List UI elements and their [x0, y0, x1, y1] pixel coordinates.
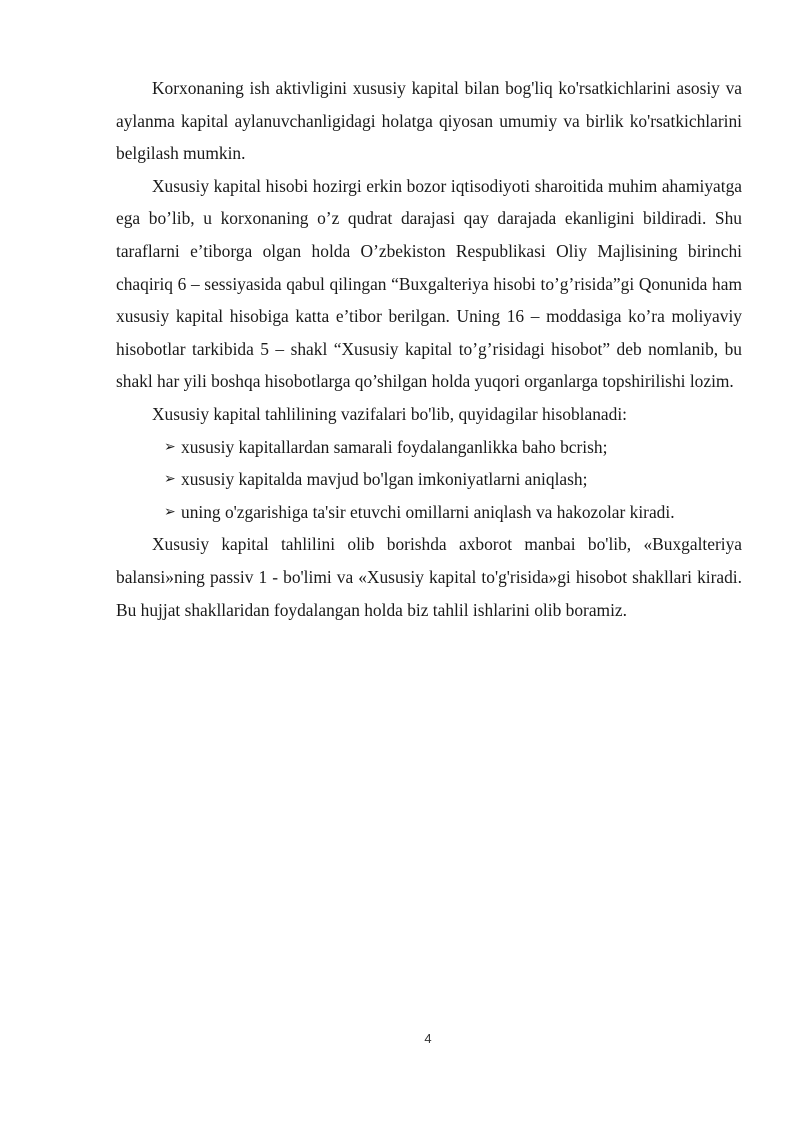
- list-item: [116, 463, 742, 496]
- paragraph-equity-accounting: Xususiy kapital hisobi hozirgi erkin bozor iqtisodiyoti sharoitida muhim ahamiyatga ega bo’lib, u korxonaning o’z qudrat darajasi qay darajada ekanligini bildiradi. Shu taraflarni e’tiborga olgan holda O’zbekiston Respublikasi Oliy Majlisining birinchi chaqiriq 6 – sessiyasida qabul qilingan “Buxgalteriya hisobi to’g’risida”gi Qonunida ham xususiy kapital hisobiga katta e’tibor berilgan. Uning 16 – moddasiga ko’ra moliyaviy hisobotlar tarkibida 5 – shakl “Xususiy kapital to’g’risidagi hisobot” deb nomlanib, bu shakl har yili boshqa hisobotlarga qo’shilgan holda yuqori organlarga topshirilishi lozim.: [116, 175, 742, 392]
- arrow-bullet-icon: ➢: [164, 471, 176, 488]
- list-item-text: uning o'zgarishiga ta'sir etuvchi omillarni aniqlash va hakozolar kiradi.: [181, 501, 675, 522]
- paragraph-analysis-tasks-intro: Xususiy kapital tahlilining vazifalari bo'lib, quyidagilar hisoblanadi:: [152, 403, 627, 424]
- paragraph-information-sources: Xususiy kapital tahlilini olib borishda axborot manbai bo'lib, «Buxgalteriya balansi»ning passiv 1 - bo'limi va «Xususiy kapital to'g'risida»gi hisobot shakllari kiradi. Bu hujjat shakllaridan foydalangan holda biz tahlil ishlarini olib boramiz.: [116, 534, 742, 620]
- arrow-bullet-icon: ➢: [164, 438, 176, 455]
- list-item-text: xususiy kapitallardan samarali foydalanganlikka baho bcrish;: [181, 436, 608, 457]
- paragraph-activity-indicators: Korxonaning ish aktivligini xususiy kapital bilan bog'liq ko'rsatkichlarini asosiy va aylanma kapital aylanuvchanligidagi holatga qiyosan umumiy va birlik ko'rsatkichlarini belgilash mumkin.: [116, 78, 742, 164]
- body-text: [116, 72, 742, 626]
- page-number: 4: [424, 1031, 432, 1046]
- analysis-tasks-list: [116, 431, 742, 529]
- list-item: [116, 496, 742, 529]
- list-item-text: xususiy kapitalda mavjud bo'lgan imkoniyatlarni aniqlash;: [181, 469, 588, 490]
- list-item: [116, 431, 742, 464]
- arrow-bullet-icon: ➢: [164, 503, 176, 520]
